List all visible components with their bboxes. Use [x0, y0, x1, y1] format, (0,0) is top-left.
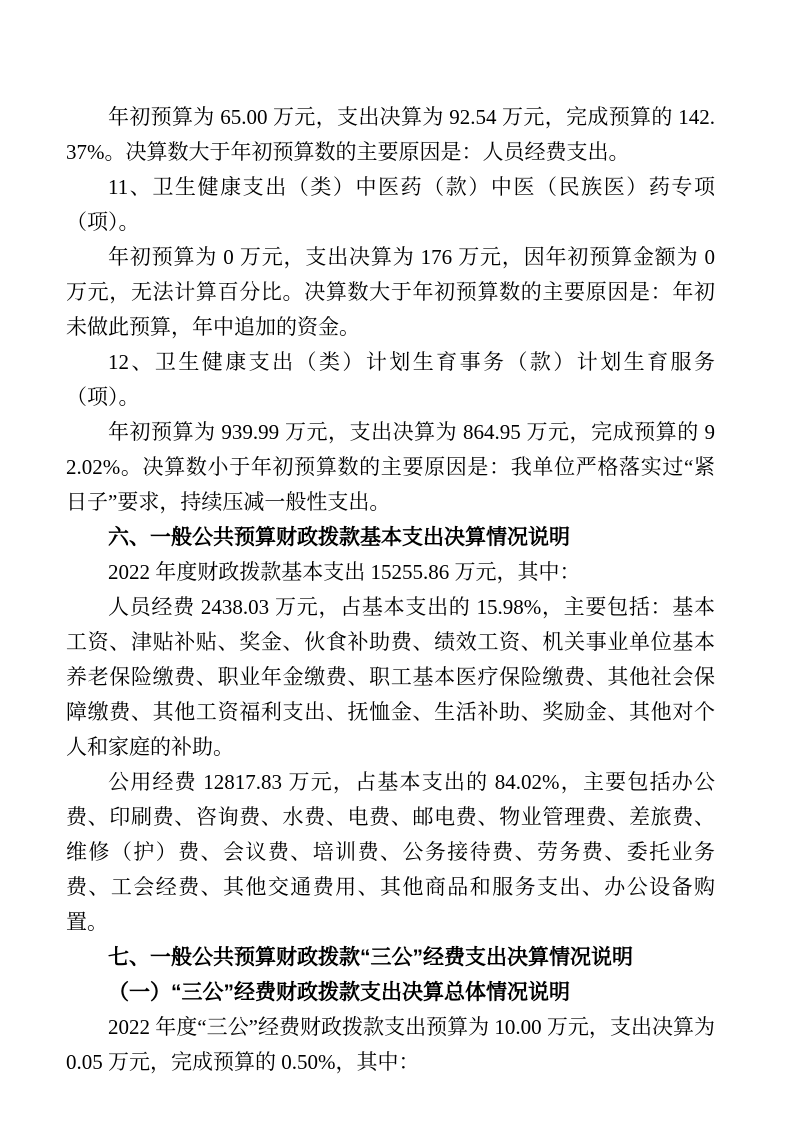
- section-heading: 七、一般公共预算财政拨款“三公”经费支出决算情况说明: [108, 946, 633, 969]
- paragraph: 12、卫生健康支出（类）计划生育事务（款）计划生育服务（项）。: [66, 350, 715, 409]
- document-body: [66, 100, 715, 1080]
- paragraph: 年初预算为 65.00 万元，支出决算为 92.54 万元，完成预算的 142.37%。决算数大于年初预算数的主要原因是：人员经费支出。: [66, 105, 715, 164]
- paragraph: 年初预算为 939.99 万元，支出决算为 864.95 万元，完成预算的 92.02%。决算数小于年初预算数的主要原因是：我单位严格落实过“紧日子”要求，持续压减一般性支出。: [66, 420, 715, 514]
- paragraph: 2022 年度“三公”经费财政拨款支出预算为 10.00 万元，支出决算为 0.05 万元，完成预算的 0.50%，其中：: [66, 1015, 715, 1074]
- paragraph: 人员经费 2438.03 万元，占基本支出的 15.98%，主要包括：基本工资、津贴补贴、奖金、伙食补助费、绩效工资、机关事业单位基本养老保险缴费、职业年金缴费、职工基本医疗保险缴费、其他社会保障缴费、其他工资福利支出、抚恤金、生活补助、奖励金、其他对个人和家庭的补助。: [66, 595, 715, 759]
- paragraph: 11、卫生健康支出（类）中医药（款）中医（民族医）药专项（项）。: [66, 175, 715, 234]
- paragraph: 年初预算为 0 万元，支出决算为 176 万元，因年初预算金额为 0 万元，无法计算百分比。决算数大于年初预算数的主要原因是：年初未做此预算，年中追加的资金。: [66, 245, 715, 339]
- paragraph: 公用经费 12817.83 万元，占基本支出的 84.02%，主要包括办公费、印刷费、咨询费、水费、电费、邮电费、物业管理费、差旅费、维修（护）费、会议费、培训费、公务接待费、劳务费、委托业务费、工会经费、其他交通费用、其他商品和服务支出、办公设备购置。: [66, 770, 715, 934]
- paragraph: 2022 年度财政拨款基本支出 15255.86 万元，其中：: [108, 560, 581, 584]
- section-heading: （一）“三公”经费财政拨款支出决算总体情况说明: [108, 981, 570, 1004]
- section-heading: 六、一般公共预算财政拨款基本支出决算情况说明: [108, 526, 570, 549]
